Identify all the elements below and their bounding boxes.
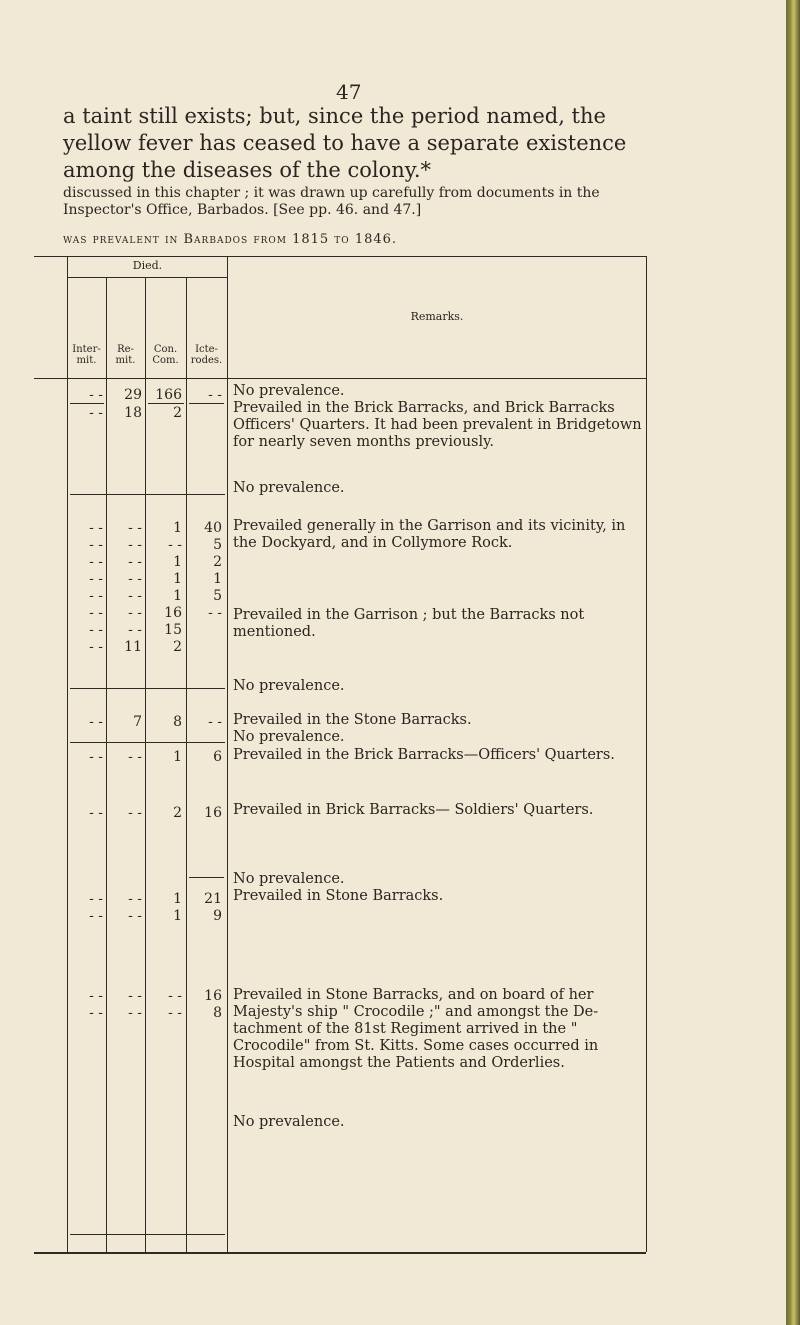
table-cell: - - — [128, 554, 142, 570]
table-cell: - - — [89, 714, 103, 730]
header-bottom-rule — [34, 378, 646, 379]
table-cell: 1 — [173, 554, 182, 570]
footnote-text: discussed in this chapter ; it was drawn up carefully from documents in the Inspector's Office, Barbados. [See pp. 46. and 47.] — [63, 185, 600, 218]
table-cell: 1 — [173, 571, 182, 587]
table-right-edge — [646, 256, 647, 1252]
section-rule — [70, 688, 225, 689]
table-cell: 5 — [213, 537, 222, 553]
remark-text: No prevalence. — [233, 678, 345, 694]
table-cell: - - — [128, 891, 142, 907]
table-heading: was prevalent in Barbados from 1815 to 1846. — [63, 232, 398, 247]
table-cell: - - — [89, 622, 103, 638]
table-cell: 16 — [204, 988, 222, 1004]
table-cell: - - — [89, 1005, 103, 1021]
table-cell: - - — [128, 749, 142, 765]
remark-text: Prevailed in the Brick Barracks—Officers' Quarters. — [233, 747, 615, 763]
table-cell: 9 — [213, 908, 222, 924]
table-cell: 2 — [213, 554, 222, 570]
table-cell: 15 — [164, 622, 182, 638]
table-cell: 29 — [124, 387, 142, 403]
table-cell: - - — [128, 605, 142, 621]
remark-text: Prevailed in Stone Barracks, and on board of her Majesty's ship " Crocodile ;" and amongst the De-tachment of the 81st Regiment arrived in the " Crocodile" from St. Kitts. Some cases occurred in Hospital amongst the Patients and Orderlies. — [233, 987, 599, 1071]
table-cell: 6 — [213, 749, 222, 765]
column-header-remarks: Remarks. — [410, 310, 464, 323]
table-cell: 5 — [213, 588, 222, 604]
table-cell: - - — [128, 622, 142, 638]
remark-text: No prevalence. — [233, 383, 345, 399]
table-cell: - - — [128, 805, 142, 821]
table-cell: - - — [89, 891, 103, 907]
remark-text: Prevailed in the Garrison ; but the Barracks not mentioned. — [233, 607, 585, 640]
remark-text: No prevalence. — [233, 1114, 345, 1130]
remark-text: Prevailed in Brick Barracks— Soldiers' Quarters. — [233, 802, 594, 818]
table-cell: 2 — [173, 805, 182, 821]
column-header-remit: Re- mit. — [115, 344, 136, 366]
table-cell: - - — [89, 605, 103, 621]
column-header-intermit: Inter- mit. — [72, 344, 101, 366]
table-cell: - - — [128, 588, 142, 604]
table-cell: 8 — [173, 714, 182, 730]
table-cell: - - — [89, 405, 103, 421]
table-cell: 2 — [173, 639, 182, 655]
col-divider — [227, 256, 228, 1252]
table-cell: 1 — [173, 588, 182, 604]
table-cell: - - — [89, 988, 103, 1004]
table-cell: 21 — [204, 891, 222, 907]
table-cell: 8 — [213, 1005, 222, 1021]
table-bottom-rule — [34, 1252, 646, 1254]
table-cell: - - — [89, 571, 103, 587]
table-cell: - - — [128, 908, 142, 924]
table-cell: 16 — [204, 805, 222, 821]
table-cell: - - — [168, 988, 182, 1004]
table-top-rule — [34, 256, 646, 257]
table-cell: 1 — [173, 908, 182, 924]
remark-text: Prevailed in the Brick Barracks, and Brick Barracks Officers' Quarters. It had been prevalent in Bridgetown for nearly seven months previously. — [233, 400, 642, 450]
table-cell: - - — [128, 537, 142, 553]
section-rule — [70, 742, 225, 743]
table-cell: - - — [89, 749, 103, 765]
remark-text: Prevailed generally in the Garrison and its vicinity, in the Dockyard, and in Collymore Rock. — [233, 518, 626, 551]
table-cell: - - — [128, 571, 142, 587]
page-number: 47 — [336, 80, 362, 104]
table-cell: 1 — [173, 749, 182, 765]
table-cell: - - — [128, 520, 142, 536]
table-cell: - - — [89, 908, 103, 924]
table-cell: 40 — [204, 520, 222, 536]
section-rule — [70, 1234, 225, 1235]
table-cell: 16 — [164, 605, 182, 621]
book-binding-edge — [786, 0, 800, 1325]
table-cell: - - — [208, 714, 222, 730]
table-cell: 7 — [133, 714, 142, 730]
table-cell: - - — [89, 588, 103, 604]
column-header-icterodes: Icte- rodes. — [190, 344, 223, 366]
table-cell: 18 — [124, 405, 142, 421]
table-cell: 1 — [173, 891, 182, 907]
table-cell: - - — [208, 605, 222, 621]
table-cell: - - — [89, 387, 103, 403]
remark-text: Prevailed in Stone Barracks. — [233, 888, 444, 904]
table-cell: - - — [208, 387, 222, 403]
table-cell: 1 — [213, 571, 222, 587]
table-cell: - - — [89, 537, 103, 553]
table-cell: - - — [89, 805, 103, 821]
table-cell: - - — [168, 537, 182, 553]
table-cell: - - — [89, 520, 103, 536]
remark-text: No prevalence. — [233, 871, 345, 887]
table-cell: - - — [89, 554, 103, 570]
section-rule — [189, 877, 224, 878]
section-rule — [70, 494, 225, 495]
table-cell: 11 — [124, 639, 142, 655]
table-cell: - - — [128, 1005, 142, 1021]
table-cell: 166 — [155, 387, 182, 403]
remark-text: Prevailed in the Stone Barracks. — [233, 712, 472, 728]
died-group-header: Died. — [132, 259, 163, 272]
remark-text: No prevalence. — [233, 729, 345, 745]
table-cell: - - — [128, 988, 142, 1004]
remark-text: No prevalence. — [233, 480, 345, 496]
table-cell: 1 — [173, 520, 182, 536]
table-cell: - - — [168, 1005, 182, 1021]
died-underline — [68, 277, 227, 278]
table-cell: - - — [89, 639, 103, 655]
column-header-con-com: Con. Com. — [152, 344, 179, 366]
body-paragraph: a taint still exists; but, since the period named, the yellow fever has ceased to have a separate existence among the diseases of the colony.* — [63, 104, 627, 182]
table-cell: 2 — [173, 405, 182, 421]
